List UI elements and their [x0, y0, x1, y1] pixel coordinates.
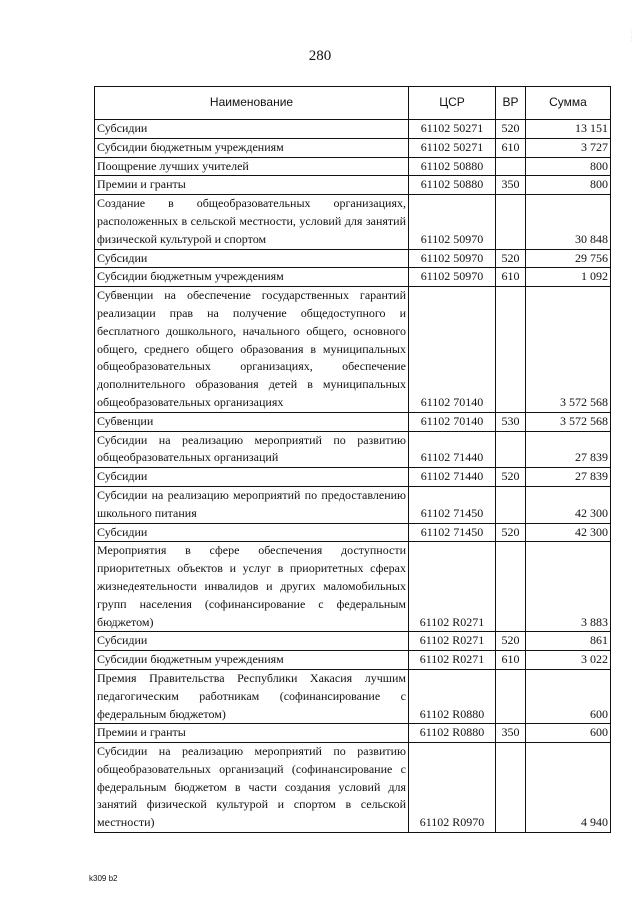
cell-sum: 29 756 [526, 249, 611, 268]
budget-table [94, 86, 611, 833]
cell-csr: 61102 50880 [409, 157, 496, 176]
cell-csr: 61102 R0271 [409, 632, 496, 651]
header-name: Наименование [95, 87, 409, 120]
cell-name: Субсидии на реализацию мероприятий по развитию общеобразовательных организаций [95, 431, 409, 468]
cell-csr: 61102 70140 [409, 412, 496, 431]
cell-sum: 600 [526, 724, 611, 743]
cell-vr [496, 743, 526, 833]
cell-vr: 610 [496, 268, 526, 287]
cell-csr: 61102 R0271 [409, 651, 496, 670]
cell-vr [496, 669, 526, 723]
cell-vr: 610 [496, 651, 526, 670]
cell-csr: 61102 50271 [409, 120, 496, 139]
cell-name: Поощрение лучших учителей [95, 157, 409, 176]
table-row [95, 743, 611, 833]
cell-csr: 61102 R0970 [409, 743, 496, 833]
cell-vr [496, 542, 526, 632]
cell-vr [496, 431, 526, 468]
cell-sum: 3 883 [526, 542, 611, 632]
table-row [95, 120, 611, 139]
cell-name: Субсидии бюджетным учреждениям [95, 268, 409, 287]
table-row [95, 268, 611, 287]
cell-vr: 520 [496, 523, 526, 542]
cell-name: Премии и гранты [95, 724, 409, 743]
cell-sum: 42 300 [526, 486, 611, 523]
cell-sum: 800 [526, 176, 611, 195]
table-row [95, 542, 611, 632]
header-sum: Сумма [526, 87, 611, 120]
table-row [95, 486, 611, 523]
cell-sum: 13 151 [526, 120, 611, 139]
table-row [95, 176, 611, 195]
cell-name: Субвенции [95, 412, 409, 431]
cell-sum: 800 [526, 157, 611, 176]
table-row [95, 724, 611, 743]
page-number: 280 [308, 48, 332, 64]
cell-csr: 61102 R0880 [409, 669, 496, 723]
cell-vr [496, 157, 526, 176]
cell-csr: 61102 R0271 [409, 542, 496, 632]
document-code: k309 b2 [89, 874, 118, 883]
cell-sum: 42 300 [526, 523, 611, 542]
cell-sum: 3 572 568 [526, 287, 611, 413]
table-row [95, 195, 611, 249]
cell-sum: 27 839 [526, 468, 611, 487]
cell-csr: 61102 R0880 [409, 724, 496, 743]
header-csr: ЦСР [409, 87, 496, 120]
table-row [95, 523, 611, 542]
cell-vr: 610 [496, 138, 526, 157]
table-row [95, 287, 611, 413]
cell-csr: 61102 71440 [409, 431, 496, 468]
cell-name: Премии и гранты [95, 176, 409, 195]
cell-vr: 520 [496, 249, 526, 268]
table-row [95, 138, 611, 157]
cell-name: Субсидии бюджетным учреждениям [95, 651, 409, 670]
cell-name: Создание в общеобразовательных организациях, расположенных в сельской местности, условий для занятий физической культурой и спортом [95, 195, 409, 249]
cell-csr: 61102 70140 [409, 287, 496, 413]
cell-sum: 30 848 [526, 195, 611, 249]
cell-csr: 61102 50271 [409, 138, 496, 157]
cell-vr: 350 [496, 724, 526, 743]
cell-name: Субсидии на реализацию мероприятий по предоставлению школьного питания [95, 486, 409, 523]
cell-vr: 520 [496, 120, 526, 139]
cell-name: Субсидии [95, 523, 409, 542]
cell-sum: 600 [526, 669, 611, 723]
cell-csr: 61102 50970 [409, 195, 496, 249]
cell-sum: 1 092 [526, 268, 611, 287]
cell-csr: 61102 71440 [409, 468, 496, 487]
cell-vr [496, 195, 526, 249]
cell-name: Субсидии [95, 632, 409, 651]
margin-mark: … … [629, 30, 634, 42]
cell-csr: 61102 71450 [409, 486, 496, 523]
table-row [95, 669, 611, 723]
cell-vr: 520 [496, 468, 526, 487]
cell-name: Мероприятия в сфере обеспечения доступности приоритетных объектов и услуг в приоритетных сферах жизнедеятельности инвалидов и других маломобильных групп населения (софинансирование с федеральным бюджетом) [95, 542, 409, 632]
cell-name: Субсидии бюджетным учреждениям [95, 138, 409, 157]
header-vr: ВР [496, 87, 526, 120]
cell-csr: 61102 50970 [409, 268, 496, 287]
cell-sum: 3 572 568 [526, 412, 611, 431]
table-row [95, 412, 611, 431]
cell-sum: 3 727 [526, 138, 611, 157]
table-row [95, 431, 611, 468]
cell-vr [496, 486, 526, 523]
cell-sum: 3 022 [526, 651, 611, 670]
cell-name: Субсидии [95, 120, 409, 139]
table-row [95, 632, 611, 651]
table-body [95, 120, 611, 833]
cell-sum: 4 940 [526, 743, 611, 833]
cell-name: Субсидии [95, 249, 409, 268]
header-row [95, 87, 611, 120]
cell-name: Субсидии [95, 468, 409, 487]
cell-csr: 61102 50970 [409, 249, 496, 268]
cell-vr: 530 [496, 412, 526, 431]
cell-sum: 27 839 [526, 431, 611, 468]
table-row [95, 651, 611, 670]
cell-name: Субсидии на реализацию мероприятий по развитию общеобразовательных организаций (софинансирование с федеральным бюджетом в части создания условий для занятий физической культурой и спортом в сельской местности) [95, 743, 409, 833]
cell-csr: 61102 71450 [409, 523, 496, 542]
cell-sum: 861 [526, 632, 611, 651]
table-row [95, 157, 611, 176]
cell-vr [496, 287, 526, 413]
cell-vr: 350 [496, 176, 526, 195]
table-row [95, 249, 611, 268]
cell-name: Субвенции на обеспечение государственных гарантий реализации прав на получение общедоступного и бесплатного дошкольного, начального общего, основного общего, среднего общего образования в муниципальных общеобразовательных организациях, обеспечение дополнительного образования детей в муниципальных общеобразовательных организациях [95, 287, 409, 413]
table-row [95, 468, 611, 487]
table-header [95, 87, 611, 120]
cell-vr: 520 [496, 632, 526, 651]
cell-csr: 61102 50880 [409, 176, 496, 195]
cell-name: Премия Правительства Республики Хакасия лучшим педагогическим работникам (софинансирование с федеральным бюджетом) [95, 669, 409, 723]
